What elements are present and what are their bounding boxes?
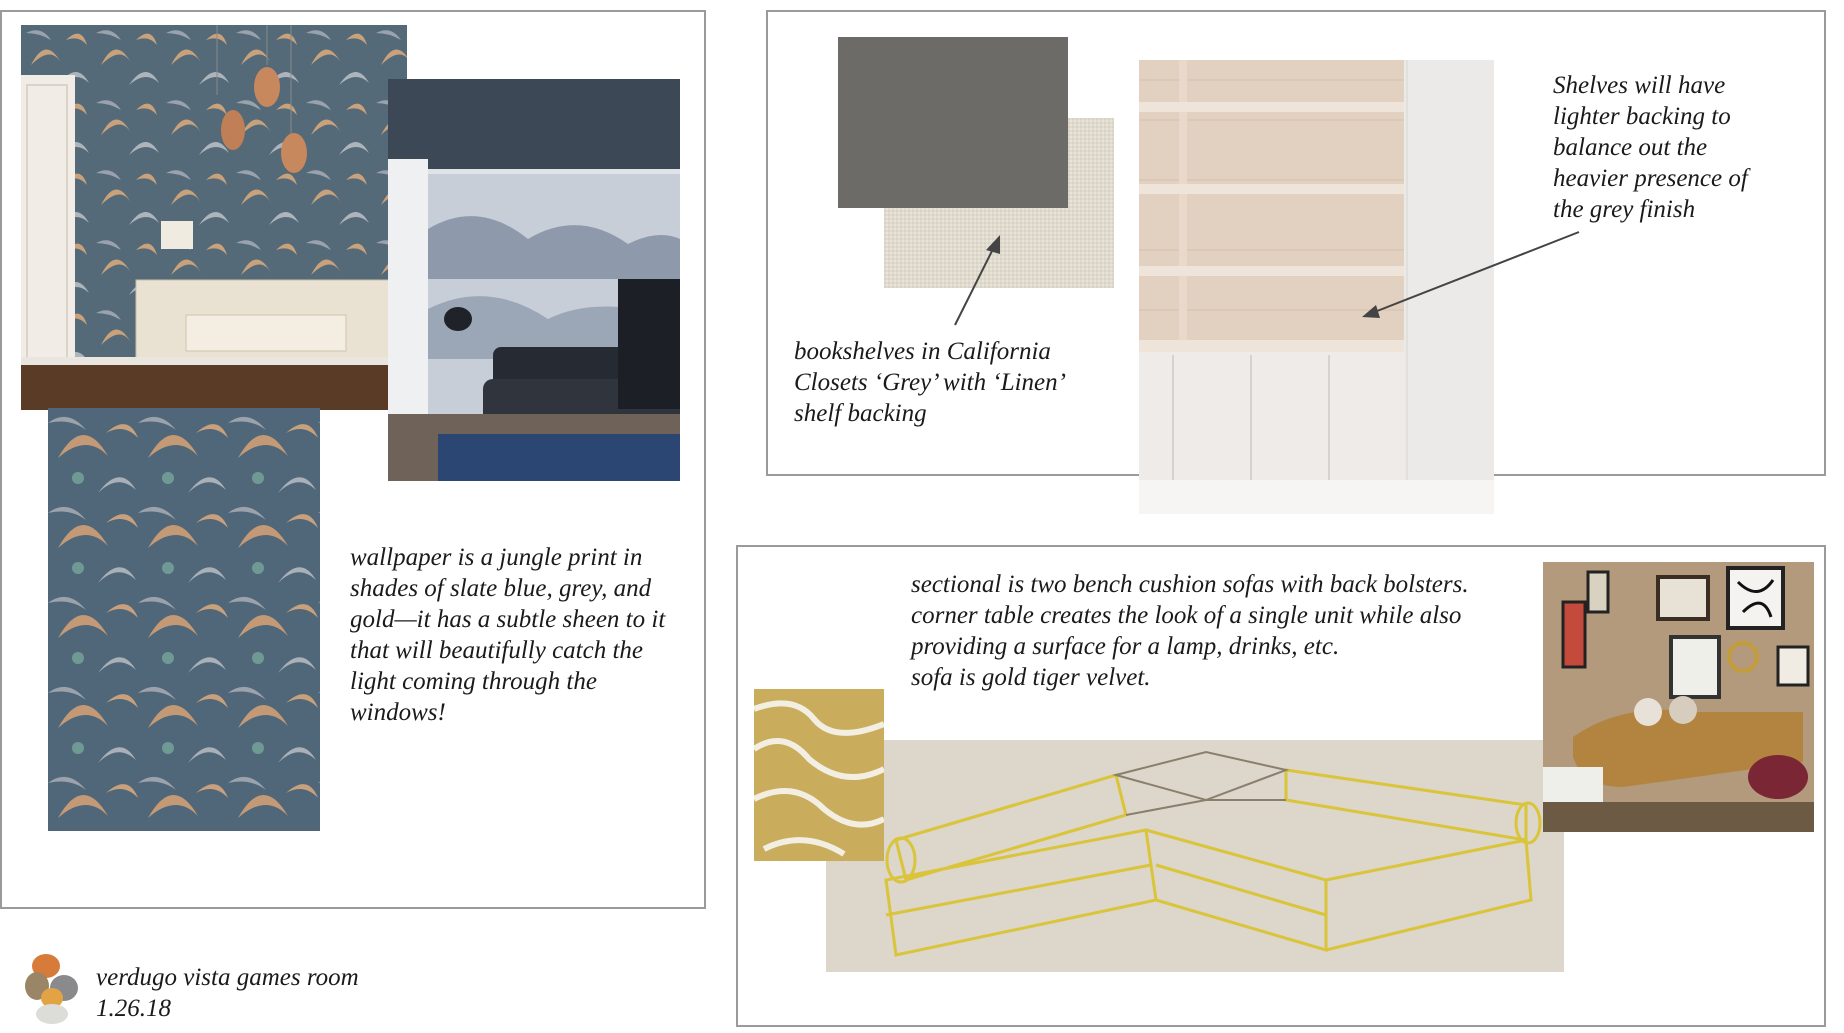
wallpaper-note-line: light coming through the [350, 668, 597, 695]
wallpaper-note-line: shades of slate blue, grey, and [350, 575, 652, 602]
swatch-label-line: Closets ‘Grey’ with ‘Linen’ [794, 369, 1066, 396]
gold-tiger-velvet-swatch [754, 689, 884, 861]
sofa-note-line: sofa is gold tiger velvet. [911, 664, 1151, 691]
project-caption [96, 962, 359, 1024]
bookshelf-swatch-label [794, 336, 1066, 429]
sofa-note-line: sectional is two bench cushion sofas with back bolsters. [911, 571, 1469, 598]
sofa-note [911, 569, 1469, 693]
shelf-note-line: heavier presence of [1553, 165, 1748, 192]
shelf-note-line: lighter backing to [1553, 103, 1731, 130]
sectional-sofa-sketch [826, 740, 1564, 972]
wallpaper-note-line: that will beautifully catch the [350, 637, 644, 664]
shelf-note-line: balance out the [1553, 134, 1708, 161]
sofa-note-line: providing a surface for a lamp, drinks, etc. [911, 633, 1340, 660]
swatch-label-line: bookshelves in California [794, 338, 1051, 365]
shelf-note-line: Shelves will have [1553, 72, 1726, 99]
shelf-note-line: the grey finish [1553, 196, 1696, 223]
shelf-backing-note [1553, 70, 1748, 225]
wallpaper-note-line: gold—it has a subtle sheen to it [350, 606, 666, 633]
velvet-sofa-room-photo [1543, 562, 1814, 832]
project-name: verdugo vista games room [96, 964, 359, 991]
sofa-note-line: corner table creates the look of a single unit while also [911, 602, 1462, 629]
wallpaper-note-line: wallpaper is a jungle print in [350, 544, 643, 571]
wallpaper-note-line: windows! [350, 699, 446, 726]
stacked-stones-logo-icon [24, 946, 82, 1026]
swatch-label-line: shelf backing [794, 400, 927, 427]
project-date: 1.26.18 [96, 995, 171, 1022]
